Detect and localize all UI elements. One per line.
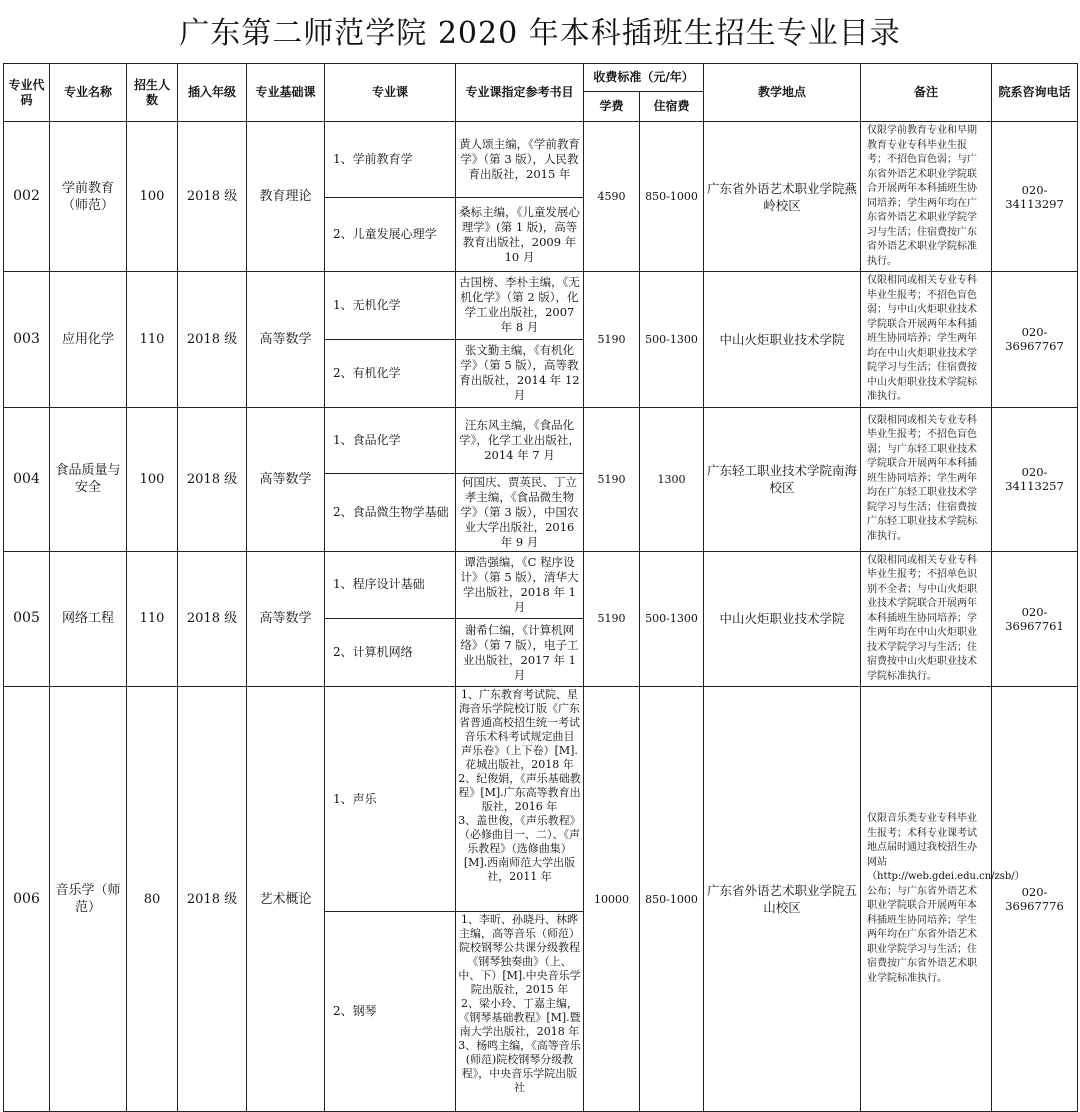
row-phone: 020-36967761 bbox=[992, 551, 1078, 687]
row-grade: 2018 级 bbox=[178, 407, 247, 551]
row-major-name: 食品质量与安全 bbox=[50, 407, 127, 551]
row-lodging: 850-1000 bbox=[640, 687, 704, 1112]
row-tuition: 5190 bbox=[584, 407, 640, 551]
header-grade: 插入年级 bbox=[178, 64, 247, 122]
row-location: 广东省外语艺术职业学院燕岭校区 bbox=[704, 122, 861, 272]
row-base-course: 艺术概论 bbox=[247, 687, 325, 1112]
header-base-course: 专业基础课 bbox=[247, 64, 325, 122]
row-location: 广东轻工职业技术学院南海校区 bbox=[704, 407, 861, 551]
row-base-course: 教育理论 bbox=[247, 122, 325, 272]
row-course: 2、钢琴 bbox=[325, 912, 456, 1112]
row-quota: 80 bbox=[127, 687, 178, 1112]
row-major-name: 网络工程 bbox=[50, 551, 127, 687]
row-quota: 110 bbox=[127, 551, 178, 687]
row-note: 仅限相同或相关专业专科毕业生报考；不招色盲色弱；与中山火炬职业技术学院联合开展两年本科插班生协同培养；学生两年均在中山火炬职业技术学院学习与生活；住宿费按中山火炬职业技术学院标准执行。 bbox=[861, 272, 992, 408]
header-fee-group: 收费标准（元/年） bbox=[584, 64, 704, 92]
row-quota: 110 bbox=[127, 272, 178, 408]
row-tuition: 5190 bbox=[584, 272, 640, 408]
row-course: 2、计算机网络 bbox=[325, 619, 456, 687]
row-reference-book: 1、广东教育考试院、星海音乐学院校订版《广东省普通高校招生统一考试音乐术科考试规定曲目 声乐卷》（上下卷）[M].花城出版社，2018 年 2、纪俊娟，《声乐基础教程》[M].广东高等教育出版社，2016 年 3、盖世俊，《声乐教程》（必修曲目一、二）、《声乐教程》（选修曲集）[M].西南师范大学出版社，2011 年 bbox=[456, 687, 584, 912]
row-course: 1、程序设计基础 bbox=[325, 551, 456, 619]
row-reference-book: 谢希仁编，《计算机网络》（第 7 版），电子工业出版社，2017 年 1 月 bbox=[456, 619, 584, 687]
row-tuition: 10000 bbox=[584, 687, 640, 1112]
row-reference-book: 黄人颂主编，《学前教育学》（第 3 版），人民教育出版社，2015 年 bbox=[456, 122, 584, 198]
row-base-course: 高等数学 bbox=[247, 272, 325, 408]
row-reference-book: 汪东风主编，《食品化学》，化学工业出版社，2014 年 7 月 bbox=[456, 407, 584, 473]
page-title: 广东第二师范学院 2020 年本科插班生招生专业目录 bbox=[179, 16, 901, 51]
row-lodging: 850-1000 bbox=[640, 122, 704, 272]
row-major-name: 学前教育（师范） bbox=[50, 122, 127, 272]
header-quota: 招生人数 bbox=[127, 64, 178, 122]
row-grade: 2018 级 bbox=[178, 687, 247, 1112]
row-grade: 2018 级 bbox=[178, 122, 247, 272]
row-tuition: 5190 bbox=[584, 551, 640, 687]
row-quota: 100 bbox=[127, 407, 178, 551]
row-lodging: 500-1300 bbox=[640, 272, 704, 408]
header-course: 专业课 bbox=[325, 64, 456, 122]
header-name: 专业名称 bbox=[50, 64, 127, 122]
row-course: 1、食品化学 bbox=[325, 407, 456, 473]
row-lodging: 1300 bbox=[640, 407, 704, 551]
row-note: 仅限相同或相关专业专科毕业生报考；不招色盲色弱；与广东轻工职业技术学院联合开展两年本科插班生协同培养；学生两年均在广东轻工职业技术学院学习与生活；住宿费按广东轻工职业技术学院标准执行。 bbox=[861, 407, 992, 551]
header-books: 专业课指定参考书目 bbox=[456, 64, 584, 122]
header-phone: 院系咨询电话 bbox=[992, 64, 1078, 122]
row-course: 1、无机化学 bbox=[325, 272, 456, 340]
row-reference-book: 桑标主编，《儿童发展心理学》(第 1 版)，高等教育出版社，2009 年 10 月 bbox=[456, 198, 584, 272]
header-note: 备注 bbox=[861, 64, 992, 122]
row-code: 004 bbox=[4, 407, 50, 551]
row-course: 1、声乐 bbox=[325, 687, 456, 912]
row-base-course: 高等数学 bbox=[247, 551, 325, 687]
row-quota: 100 bbox=[127, 122, 178, 272]
header-tuition: 学费 bbox=[584, 92, 640, 122]
row-reference-book: 1、李昕、孙晓丹、林晔主编，高等音乐（师范）院校钢琴公共课分级教程《钢琴独奏曲》（上、中、下）[M].中央音乐学院出版社，2015 年 2、梁小玲、丁嘉主编，《钢琴基础教程》[M].暨南大学出版社，2018 年 3、杨鸣主编，《高等音乐(师范)院校钢琴分级教程》，中央音乐学院出版社 bbox=[456, 912, 584, 1112]
row-tuition: 4590 bbox=[584, 122, 640, 272]
major-catalog-table bbox=[3, 63, 1078, 1112]
row-location: 广东省外语艺术职业学院五山校区 bbox=[704, 687, 861, 1112]
row-course: 2、食品微生物学基础 bbox=[325, 473, 456, 551]
row-phone: 020-34113257 bbox=[992, 407, 1078, 551]
row-location: 中山火炬职业技术学院 bbox=[704, 551, 861, 687]
header-code: 专业代码 bbox=[4, 64, 50, 122]
row-course: 2、儿童发展心理学 bbox=[325, 198, 456, 272]
row-grade: 2018 级 bbox=[178, 272, 247, 408]
row-base-course: 高等数学 bbox=[247, 407, 325, 551]
row-course: 2、有机化学 bbox=[325, 339, 456, 407]
row-reference-book: 古国榜、李朴主编，《无机化学》（第 2 版），化学工业出版社，2007 年 8 月 bbox=[456, 272, 584, 340]
row-phone: 020-34113297 bbox=[992, 122, 1078, 272]
row-reference-book: 何国庆、贾英民、丁立孝主编，《食品微生物学》（第 3 版），中国农业大学出版社，2016 年 9 月 bbox=[456, 473, 584, 551]
header-location: 教学地点 bbox=[704, 64, 861, 122]
row-lodging: 500-1300 bbox=[640, 551, 704, 687]
row-major-name: 音乐学（师范） bbox=[50, 687, 127, 1112]
row-code: 002 bbox=[4, 122, 50, 272]
row-reference-book: 谭浩强编，《C 程序设计》（第 5 版），清华大学出版社，2018 年 1 月 bbox=[456, 551, 584, 619]
row-course: 1、学前教育学 bbox=[325, 122, 456, 198]
row-note: 仅限学前教育专业和早期教育专业专科毕业生报考；不招色盲色弱；与广东省外语艺术职业学院联合开展两年本科插班生协同培养；学生两年均在广东省外语艺术职业学院学习与生活；住宿费按广东省外语艺术职业学院标准执行。 bbox=[861, 122, 992, 272]
row-phone: 020-36967776 bbox=[992, 687, 1078, 1112]
row-location: 中山火炬职业技术学院 bbox=[704, 272, 861, 408]
row-major-name: 应用化学 bbox=[50, 272, 127, 408]
row-reference-book: 张文勤主编，《有机化学》（第 5 版），高等教育出版社，2014 年 12 月 bbox=[456, 339, 584, 407]
row-code: 003 bbox=[4, 272, 50, 408]
row-note: 仅限相同或相关专业专科毕业生报考；不招单色识别不全者；与中山火炬职业技术学院联合开展两年本科插班生协同培养；学生两年均在中山火炬职业技术学院学习与生活；住宿费按中山火炬职业技术学院标准执行。 bbox=[861, 551, 992, 687]
row-grade: 2018 级 bbox=[178, 551, 247, 687]
row-phone: 020-36967767 bbox=[992, 272, 1078, 408]
row-note: 仅限音乐类专业专科毕业生报考；术科专业课考试地点届时通过我校招生办网站（http://web.gdei.edu.cn/zsb/）公布；与广东省外语艺术职业学院联合开展两年本科插班生协同培养；学生两年均在广东省外语艺术职业学院学习与生活；住宿费按广东省外语艺术职业学院标准执行。 bbox=[861, 687, 992, 1112]
header-lodging: 住宿费 bbox=[640, 92, 704, 122]
row-code: 005 bbox=[4, 551, 50, 687]
row-code: 006 bbox=[4, 687, 50, 1112]
